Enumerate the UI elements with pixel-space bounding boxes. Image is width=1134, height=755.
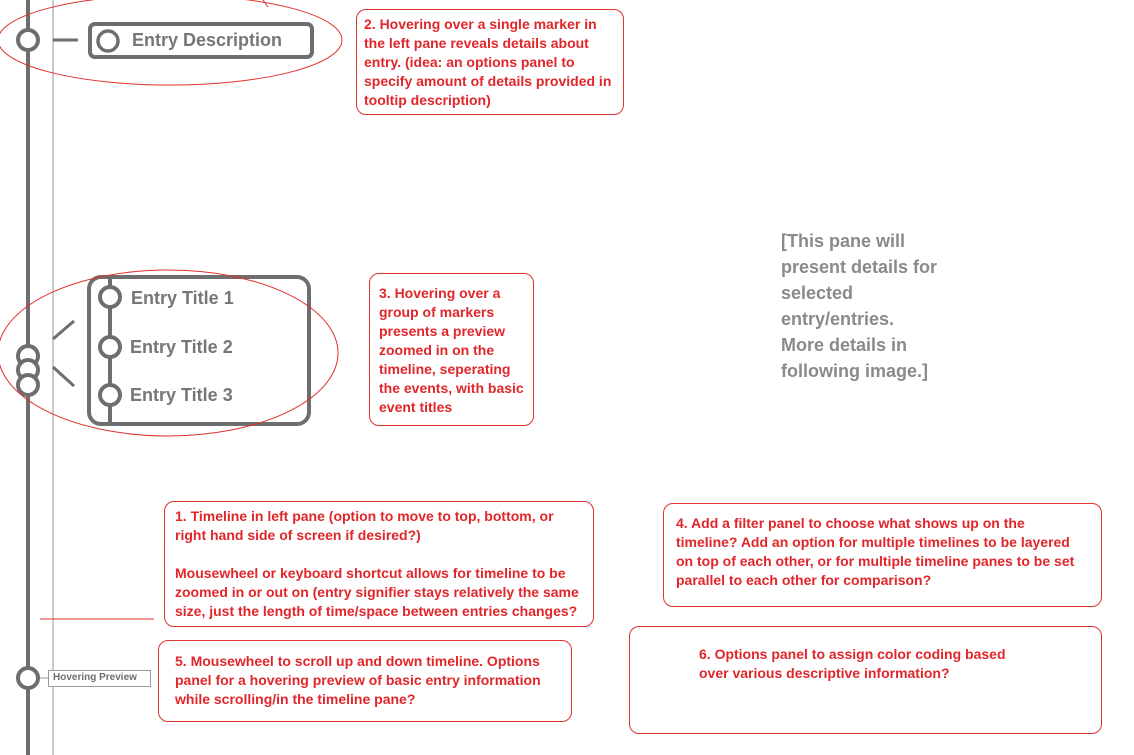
red-pointer [263,0,268,7]
entry-marker-icon [100,337,120,357]
note-1: 1. Timeline in left pane (option to move to top, bottom, or right hand side of screen if desired?) Mousewheel or keyboard shortcut allows for timeline to be zoomed in or out on (entry signifier stays relatively the same size, just the length of time/space between entries changes? [164,501,594,627]
entry-title-1: Entry Title 1 [131,288,234,308]
entry-title-2: Entry Title 2 [130,337,233,357]
zoom-connector-lower [53,367,74,386]
note-6: 6. Options panel to assign color coding based over various descriptive information? [629,626,1102,734]
entry-marker-icon [100,385,120,405]
entry-title-3: Entry Title 3 [130,385,233,405]
note-2: 2. Hovering over a single marker in the left pane reveals details about entry. (idea: an options panel to specify amount of details provided in tooltip description) [356,9,624,115]
timeline-marker [18,375,38,395]
timeline-marker [18,30,38,50]
note-5: 5. Mousewheel to scroll up and down timeline. Options panel for a hovering preview of basic entry information while scrolling/in the timeline pane? [158,640,572,722]
entry-marker-icon [98,31,118,51]
hovering-preview-tooltip: Hovering Preview [48,670,151,687]
details-pane-text: [This pane will present details for selected entry/entries. More details in following image.] [781,231,938,381]
note-3: 3. Hovering over a group of markers presents a preview zoomed in on the timeline, seperating the events, with basic event titles [369,273,534,426]
entry-marker-icon [100,287,120,307]
entry-description-label: Entry Description [132,30,283,50]
zoom-connector-upper [53,321,74,339]
note-4: 4. Add a filter panel to choose what shows up on the timeline? Add an option for multiple timelines to be layered on top of each other, or for multiple timeline panes to be set parallel to each other for comparison? [663,503,1102,607]
timeline-marker [18,668,38,688]
